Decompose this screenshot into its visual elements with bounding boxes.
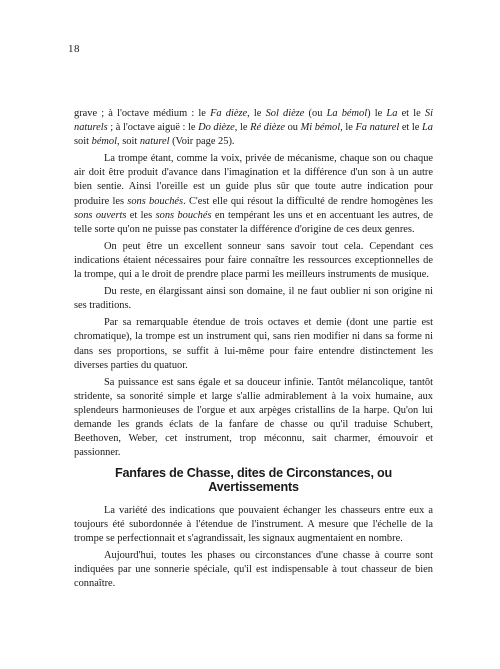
paragraph-domaine: Du reste, en élargissant ainsi son domaine, il ne faut oublier ni son origine ni ses traditions. [74,286,433,312]
paragraph-trompe: La trompe étant, comme la voix, privée de mécanisme, chaque son ou chaque air doit être produit d'avance dans l'imagination et la différence d'un son à un autre bien sentie. Ainsi l'oreille est un guide plus sûr que toute autre indication pour produire les sons bouchés. C'est elle qui résout la difficulté de rendre homogènes les sons ouverts et les sons bouchés en tempérant les uns et en accentuant les autres, de telle sorte qu'on ne puisse pas constater la différence d'origine de ces deux genres. [74,153,433,235]
paragraph-intro: grave ; à l'octave médium : le Fa dièze, le Sol dièze (ou La bémol) le La et le Si naturels ; à l'octave aiguë : le Do dièze, le Ré dièze ou Mi bémol, le Fa naturel et le La soit bémol, soit naturel (Voir page 25). [74,108,434,148]
main-text-block [74,107,433,463]
section-text-block [74,504,433,595]
page-number: 18 [68,43,80,55]
paragraph-sonneur: On peut être un excellent sonneur sans savoir tout cela. Cependant ces indications étaient nécessaires pour faire connaître les ressources exceptionnelles de la trompe, qui a le droit de prendre place parmi les meilleurs instruments de musique. [74,240,433,281]
paragraph-puissance: Sa puissance est sans égale et sa douceur infinie. Tantôt mélancolique, tantôt stridente, sa sonorité simple et large s'allie admirablement à la voix humaine, aux splendeurs harmonieuses de l'orgue et aux arpèges cristallins de la harpe. Qu'on lui demande les grands éclats de la fanfare de chasse ou qu'il traduise Schubert, Beethoven, Weber, cet instrument, trop méconnu, sait charmer, émouvoir et passionner. [74,376,433,459]
paragraph-variete: La variété des indications que pouvaient échanger les chasseurs entre eux a toujours été subordonnée à l'étendue de l'instrument. A mesure que l'échelle de la trompe se perfectionnait et s'agrandissait, les signaux augmentaient en nombre. [74,505,433,545]
section-heading: Fanfares de Chasse, dites de Circonstances, ou Avertissements [114,466,393,494]
paragraph-etendue: Par sa remarquable étendue de trois octaves et demie (dont une partie est chromatique), la trompe est un instrument qui, sans rien modifier ni dans sa forme ni dans ses proportions, se suffit à lui-même pour faire entendre distinctement les diverses parties du quatuor. [74,317,433,371]
paragraph-aujourdhui: Aujourd'hui, toutes les phases ou circonstances d'une chasse à courre sont indiquées par une sonnerie spéciale, qu'il est indispensable à tout chasseur de bien connaître. [74,550,433,590]
